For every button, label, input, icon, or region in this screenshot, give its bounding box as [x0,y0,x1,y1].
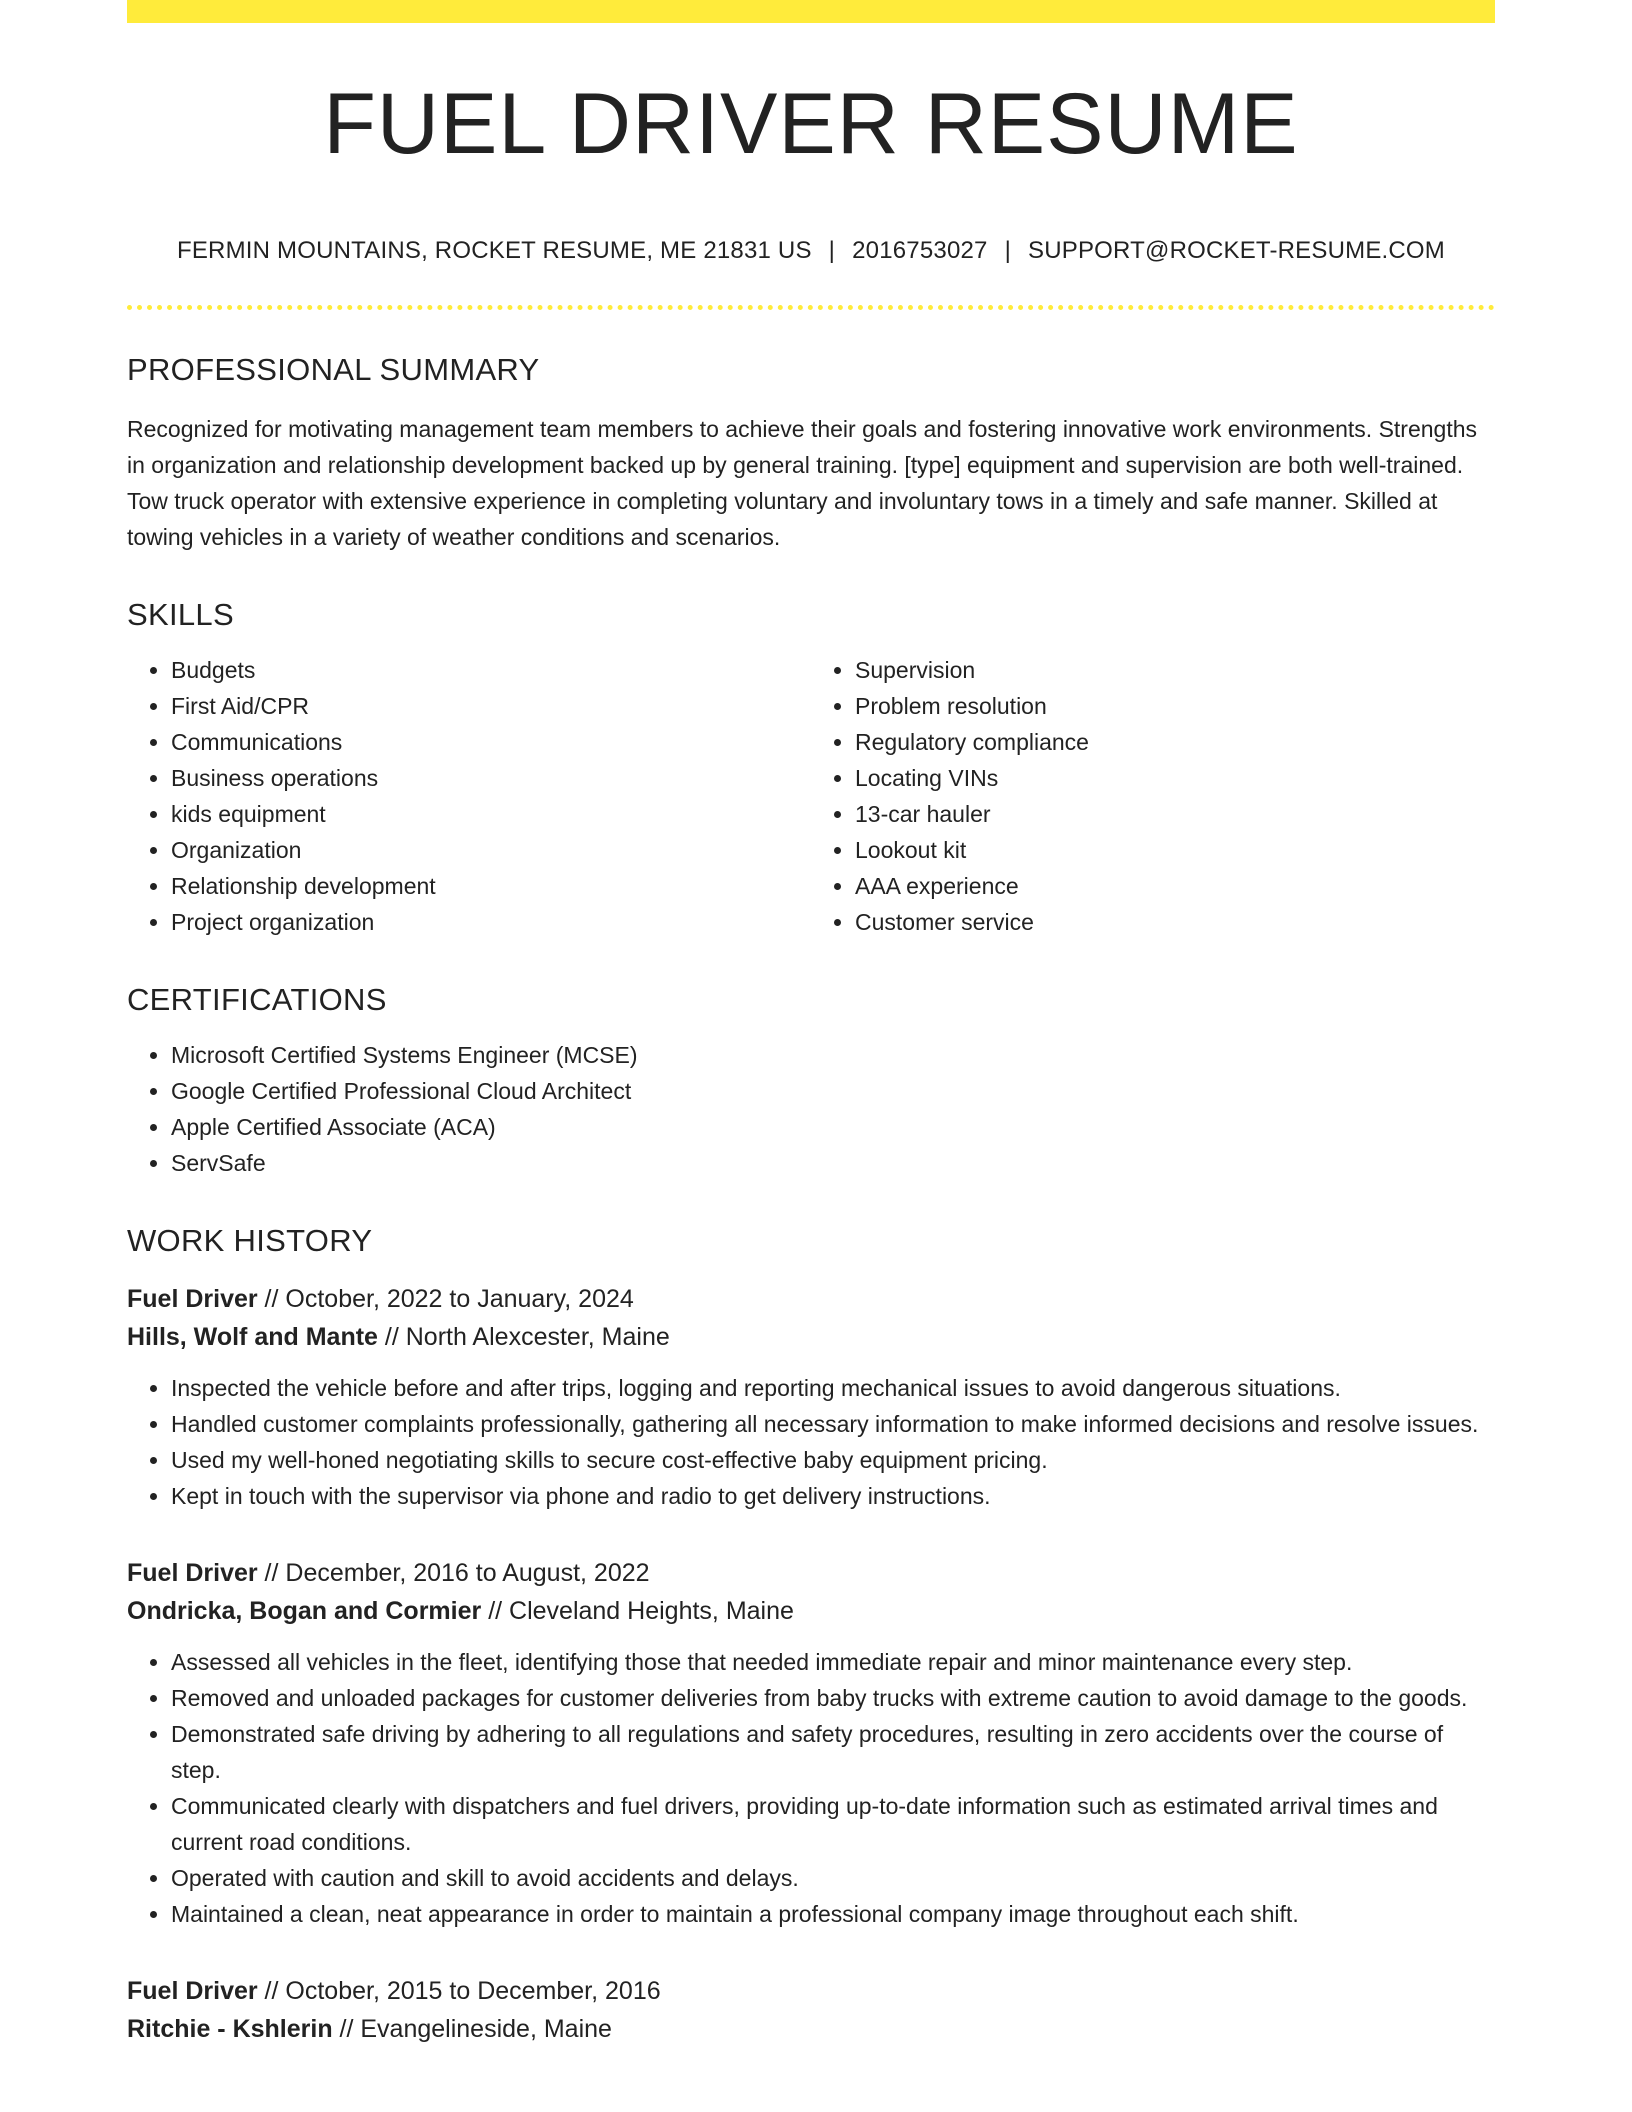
skill-item: • 13-car hauler [855,796,1495,832]
skills-heading: SKILLS [127,597,234,632]
job-bullets [127,1370,1495,1514]
dotted-divider [127,305,1495,310]
contact-phone: 2016753027 [852,237,988,264]
skill-item: • Business operations [171,760,811,796]
job-entry [127,1554,1495,1932]
skills-right-list [811,652,1495,940]
resume-title: FUEL DRIVER RESUME [323,76,1299,172]
job-location: // North Alexcester, Maine [377,1323,670,1351]
accent-top-bar [127,0,1495,23]
job-bullet: • Demonstrated safe driving by adhering to all regulations and safety procedures, resulting in zero accidents over the course of step. [171,1716,1495,1788]
job-title-line [127,1554,1495,1592]
job-bullet: • Operated with caution and skill to avoid accidents and delays. [171,1860,1495,1896]
job-company: Hills, Wolf and Mante [127,1323,378,1351]
contact-line [127,237,1495,265]
job-company-line [127,1592,1495,1630]
job-bullet: • Assessed all vehicles in the fleet, identifying those that needed immediate repair and minor maintenance every step. [171,1644,1495,1680]
job-bullet: • Maintained a clean, neat appearance in order to maintain a professional company image throughout each shift. [171,1896,1495,1932]
certification-item: • Apple Certified Associate (ACA) [171,1109,1495,1145]
certifications-heading: CERTIFICATIONS [127,982,387,1017]
job-title: Fuel Driver [127,1559,258,1587]
job-bullet: • Kept in touch with the supervisor via phone and radio to get delivery instructions. [171,1478,1495,1514]
skill-item: • Relationship development [171,868,811,904]
summary-heading: PROFESSIONAL SUMMARY [127,352,540,387]
skill-item: • AAA experience [855,868,1495,904]
job-bullets [127,1644,1495,1932]
work-history-heading: WORK HISTORY [127,1223,373,1258]
skill-item: • Lookout kit [855,832,1495,868]
skill-item: • Regulatory compliance [855,724,1495,760]
contact-address: FERMIN MOUNTAINS, ROCKET RESUME, ME 21831 US [176,237,812,264]
job-bullet: • Handled customer complaints professionally, gathering all necessary information to make informed decisions and resolve issues. [171,1406,1495,1442]
skill-item: • Project organization [171,904,811,940]
job-title-line [127,1972,1495,2010]
contact-separator: | [828,237,836,264]
skill-item: • kids equipment [171,796,811,832]
job-company: Ondricka, Bogan and Cormier [127,1597,482,1625]
job-title-line [127,1280,1495,1318]
job-title: Fuel Driver [127,1285,258,1313]
job-bullet: • Communicated clearly with dispatchers and fuel drivers, providing up-to-date information such as estimated arrival times and current road conditions. [171,1788,1495,1860]
job-company-line [127,2010,1495,2048]
work-history-list [127,1280,1495,2048]
job-dates: // December, 2016 to August, 2022 [257,1559,650,1587]
certification-item: • Google Certified Professional Cloud Architect [171,1073,1495,1109]
skills-columns [127,652,1495,940]
job-bullet: • Inspected the vehicle before and after trips, logging and reporting mechanical issues to avoid dangerous situations. [171,1370,1495,1406]
contact-separator: | [1004,237,1012,264]
certification-item: • Microsoft Certified Systems Engineer (MCSE) [171,1037,1495,1073]
job-company: Ritchie - Kshlerin [127,2015,333,2043]
skill-item: • Budgets [171,652,811,688]
summary-text: Recognized for motivating management team members to achieve their goals and fostering innovative work environments. Strengths in organization and relationship development backed up by general training. [type] equipment and supervision are both well-trained. Tow truck operator with extensive experience in completing voluntary and involuntary tows in a timely and safe manner. Skilled at towing vehicles in a variety of weather conditions and scenarios. [127,416,1478,550]
job-bullet: • Removed and unloaded packages for customer deliveries from baby trucks with extreme caution to avoid damage to the goods. [171,1680,1495,1716]
resume-page [127,0,1495,2048]
skill-item: • Customer service [855,904,1495,940]
skill-item: • Organization [171,832,811,868]
job-dates: // October, 2022 to January, 2024 [257,1285,634,1313]
job-entry [127,1972,1495,2048]
skill-item: • Supervision [855,652,1495,688]
skill-item: • Locating VINs [855,760,1495,796]
skill-item: • Communications [171,724,811,760]
certifications-list [127,1037,1495,1181]
contact-email: SUPPORT@ROCKET-RESUME.COM [1028,237,1445,264]
certification-item: • ServSafe [171,1145,1495,1181]
job-title: Fuel Driver [127,1977,258,2005]
job-location: // Cleveland Heights, Maine [481,1597,794,1625]
job-dates: // October, 2015 to December, 2016 [257,1977,661,2005]
job-bullet: • Used my well-honed negotiating skills to secure cost-effective baby equipment pricing. [171,1442,1495,1478]
job-company-line [127,1318,1495,1356]
skills-left-list [127,652,811,940]
job-location: // Evangelineside, Maine [332,2015,612,2043]
job-entry [127,1280,1495,1514]
skill-item: • First Aid/CPR [171,688,811,724]
skill-item: • Problem resolution [855,688,1495,724]
